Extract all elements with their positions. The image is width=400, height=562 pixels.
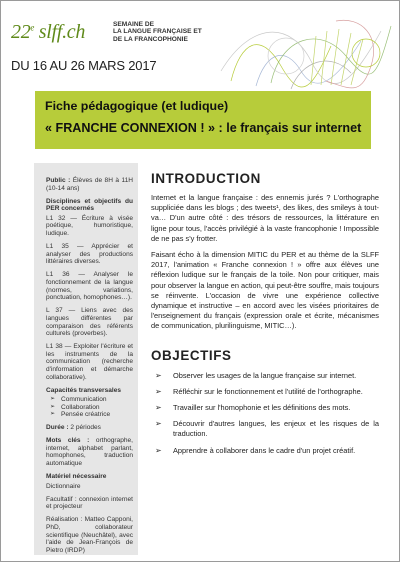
- facultatif-info: Facultatif : connexion internet et projecteur: [46, 495, 133, 511]
- list-item: ➢ Travailler sur l'homophonie et les définitions des mots.: [151, 403, 379, 413]
- materiel-heading: Matériel nécessaire: [46, 473, 107, 480]
- capacites-list: [46, 396, 133, 419]
- list-item: ➢ Réfléchir sur le fonctionnement et l'utilité de l'orthographe.: [151, 387, 379, 397]
- objective-l1-38: L1 38 — Exploiter l'écriture et les instruments de la communication (recherche d'information et démarche collaborative).: [46, 343, 133, 381]
- org-line-2: LA LANGUE FRANÇAISE ET: [113, 28, 202, 36]
- logo-number: 22: [11, 21, 31, 43]
- realisation-info: Réalisation : Matteo Capponi, PhD, collaborateur scientifique (Neuchâtel), avec l'aide de Jean-François de Pietro (IRDP): [46, 516, 133, 554]
- logo-sup: e: [30, 22, 35, 33]
- document-subtitle: Fiche pédagogique (et ludique): [45, 99, 229, 113]
- list-item: ➢ Découvrir d'autres langues, les enjeux et les risques de la traduction.: [151, 419, 379, 439]
- objective-l-37: L 37 — Liens avec des langues différentes par comparaison des référents culturels (proverbes).: [46, 307, 133, 338]
- mots-cles-info: Mots clés : orthographe, internet, alphabet parlant, homophones, traduction automatique: [46, 437, 133, 467]
- objective-l1-36: L1 36 — Analyser le fonctionnement de la langue (normes, variations, ponctuation, homophones…).: [46, 271, 133, 302]
- list-item: ➢ Pensée créatrice: [46, 411, 133, 419]
- intro-paragraph-1: Internet et la langue française : des ennemis jurés ? L'orthographe suppliciée dans les blogs ; des tweets¹, des likes, des smileys à tout-va… D'un autre côté : des trésors de ressources, la littérature en ligne pour tous, l'accès privilégié à la vaste francophonie ! Impossible de ne pas s'y frotter.: [151, 193, 379, 243]
- main-content: [151, 171, 379, 462]
- objectives-list: [151, 371, 379, 456]
- list-item: ➢ Apprendre à collaborer dans le cadre d'un projet créatif.: [151, 446, 379, 456]
- capacites-heading: Capacités transversales: [46, 386, 121, 394]
- info-sidebar: [34, 163, 138, 555]
- objective-l1-35: L1 35 — Apprécier et analyser des productions littéraires diverses.: [46, 243, 133, 266]
- duree-info: Durée : 2 périodes: [46, 424, 101, 432]
- list-item: ➢ Collaboration: [46, 404, 133, 412]
- materiel-value: Dictionnaire: [46, 482, 81, 490]
- org-line-3: DE LA FRANCOPHONIE: [113, 35, 188, 43]
- decorative-line-art: [161, 11, 397, 91]
- disciplines-heading: Disciplines et objectifs du PER concernés: [46, 197, 133, 213]
- objectifs-heading: OBJECTIFS: [151, 347, 232, 363]
- logo-text: slff.ch: [34, 21, 86, 43]
- event-dates: DU 16 AU 26 MARS 2017: [11, 58, 157, 73]
- intro-paragraph-2: Faisant écho à la dimension MITIC du PER et au thème de la SLFF 2017, l'animation « Franche connexion ! » offre aux élèves une réflexion ludique sur le français de la toile. Non pour critiquer, mais pour observer la langue en action, qui peut-être souffre, mais toujours se réinvente. L'occasion de vivre une expérience collective dynamique et instructive – en accord avec les visées prioritaires de l'enseignement du français (expression orale et écrite, mécanismes de communication, plurilinguisme, MITIC…).: [151, 250, 379, 331]
- list-item: ➢ Observer les usages de la langue française sur internet.: [151, 371, 379, 381]
- public-info: Public : Élèves de 8H à 11H (10-14 ans): [46, 177, 133, 192]
- list-item: ➢ Communication: [46, 396, 133, 404]
- document-title: « FRANCHE CONNEXION ! » : le français sur internet: [45, 121, 362, 135]
- introduction-heading: INTRODUCTION: [151, 171, 261, 186]
- title-band: [35, 91, 371, 149]
- objective-l1-32: L1 32 — Écriture à visée poétique, humoristique, ludique.: [46, 214, 133, 238]
- slff-logo: [11, 21, 85, 44]
- org-line-1: SEMAINE DE: [113, 21, 155, 28]
